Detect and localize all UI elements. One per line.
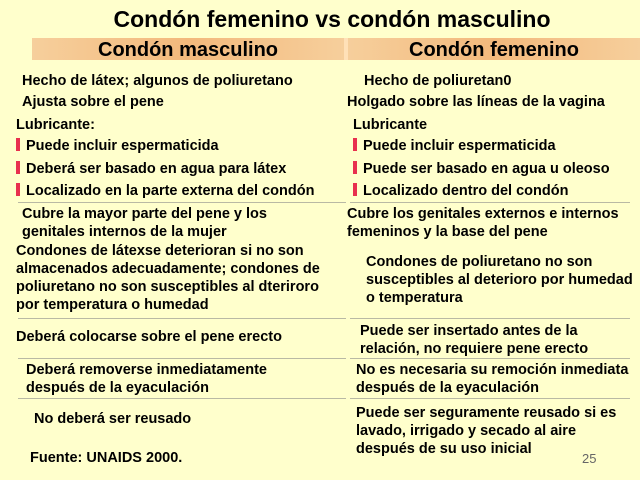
column-header-male: Condón masculino <box>98 39 278 61</box>
female-spermicide <box>353 137 556 155</box>
female-lubricant-base <box>353 160 610 178</box>
source-footnote: Fuente: UNAIDS 2000. <box>30 450 183 466</box>
row-divider <box>350 202 630 203</box>
female-coverage: Cubre los genitales externos e internos femeninos y la base del pene <box>347 206 619 240</box>
female-insertion: Puede ser insertado antes de la relación, no requiere pene erecto <box>360 323 589 357</box>
male-lubricant-base-text: Deberá ser basado en agua para látex <box>26 161 287 177</box>
male-removal: Deberá removerse inmediatamente después de la eyaculación <box>26 362 267 396</box>
slide-title: Condón femenino vs condón masculino <box>113 6 551 32</box>
female-lubricant-base-text: Puede ser basado en agua u oleoso <box>363 161 610 177</box>
row-divider <box>18 318 346 319</box>
male-lubricant-base <box>16 160 286 178</box>
female-lubricant-location-text: Localizado dentro del condón <box>363 183 569 199</box>
row-divider <box>350 398 630 399</box>
male-lubricant-label: Lubricante: <box>16 117 95 133</box>
male-spermicide-text: Puede incluir espermaticida <box>26 138 219 154</box>
row-divider <box>350 358 630 359</box>
female-spermicide-text: Puede incluir espermaticida <box>363 138 556 154</box>
female-deterioration: Condones de poliuretano no son susceptibles al deterioro por humedad o temperatura <box>366 254 633 306</box>
slide-number: 25 <box>582 451 597 466</box>
male-material: Hecho de látex; algunos de poliuretano <box>22 73 293 89</box>
row-divider <box>18 202 346 203</box>
male-lubricant-location <box>16 182 314 200</box>
row-divider <box>18 398 346 399</box>
female-material: Hecho de poliuretan0 <box>364 73 512 89</box>
row-divider <box>18 358 346 359</box>
female-fit: Holgado sobre las líneas de la vagina <box>347 94 605 110</box>
female-lubricant-label: Lubricante <box>353 117 428 133</box>
male-coverage: Cubre la mayor parte del pene y los genitales internos de la mujer <box>22 206 267 240</box>
row-divider <box>350 318 630 319</box>
male-reuse: No deberá ser reusado <box>34 411 192 427</box>
female-lubricant-location <box>353 182 568 200</box>
female-removal: No es necesaria su remoción inmediata después de la eyaculación <box>356 362 629 396</box>
male-deterioration: Condones de látexse deterioran si no son almacenados adecuadamente; condones de poliuretano no son susceptibles al dteriroro por temperatura o humedad <box>16 243 320 313</box>
column-header-female: Condón femenino <box>409 39 579 61</box>
male-spermicide <box>16 137 219 155</box>
female-reuse: Puede ser seguramente reusado si es lavado, irrigado y secado al aire después de su uso inicial <box>356 405 617 457</box>
male-lubricant-location-text: Localizado en la parte externa del condón <box>26 183 315 199</box>
male-fit: Ajusta sobre el pene <box>22 94 164 110</box>
male-insertion: Deberá colocarse sobre el pene erecto <box>16 329 282 345</box>
